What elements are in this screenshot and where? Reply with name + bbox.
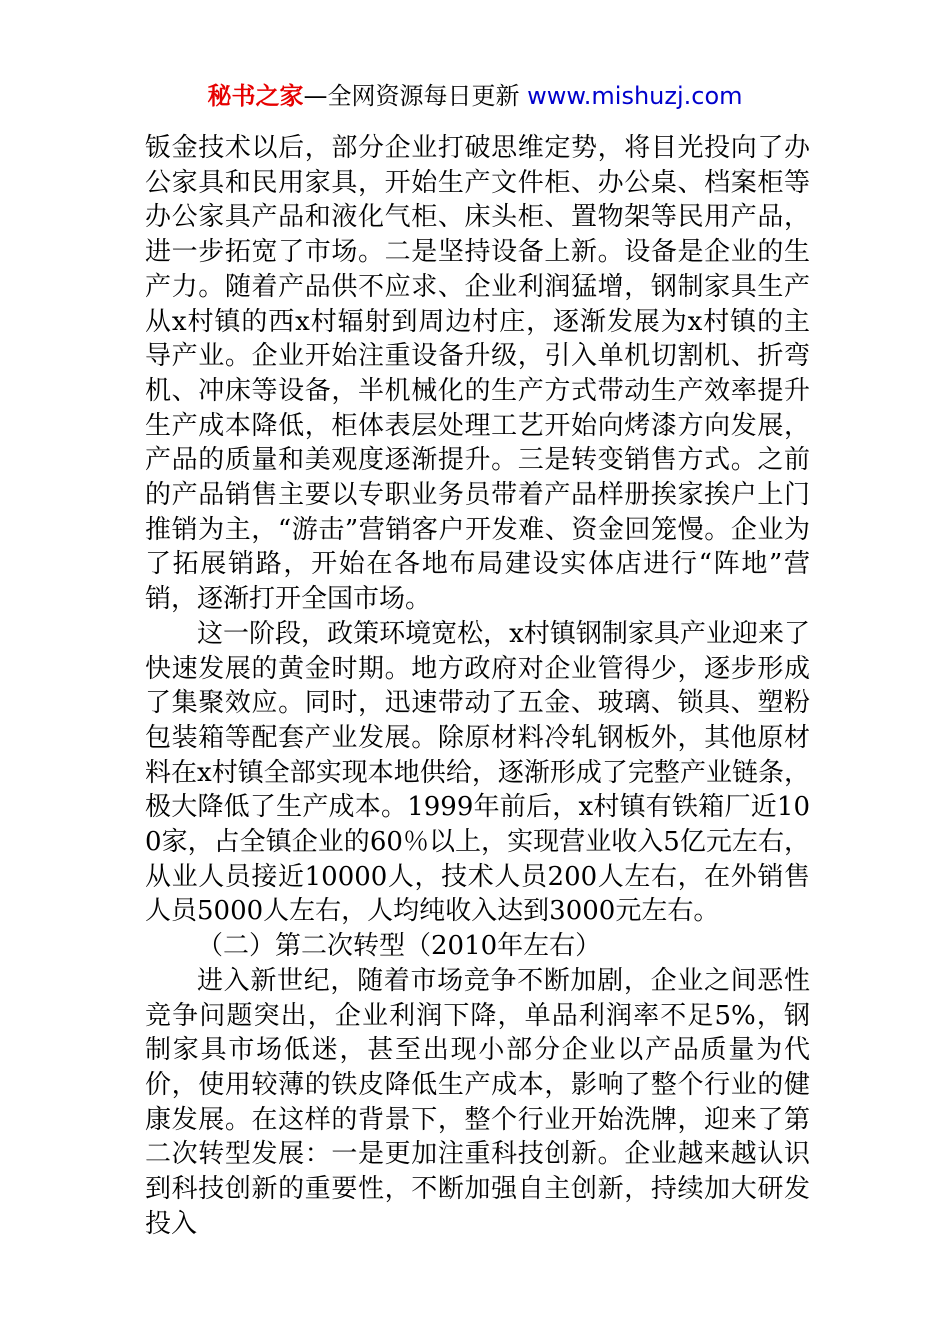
site-url: www.mishuzj.com (527, 82, 743, 110)
site-brand: 秘书之家 (207, 82, 304, 110)
paragraph-phase-summary: 这一阶段，政策环境宽松，x村镇钢制家具产业迎来了快速发展的黄金时期。地方政府对企业管得少，逐步形成了集聚效应。同时，迅速带动了五金、玻璃、锁具、塑粉包装箱等配套产业发展。除原材料冷轧钢板外，其他原材料在x村镇全部实现本地供给，逐渐形成了完整产业链条，极大降低了生产成本。1999年前后，x村镇有铁箱厂近100家，占全镇企业的60％以上，实现营业收入5亿元左右，从业人员接近10000人，技术人员200人左右，在外销售人员5000人左右，人均纯收入达到3000元左右。 (145, 618, 810, 927)
site-tagline: —全网资源每日更新 (303, 82, 520, 110)
paragraph-second-transition: 进入新世纪，随着市场竞争不断加剧，企业之间恶性竞争问题突出，企业利润下降，单品利润率不足5%，钢制家具市场低迷，甚至出现小部分企业以产品质量为代价，使用较薄的铁皮降低生产成本，影响了整个行业的健康发展。在这样的背景下，整个行业开始洗牌，迎来了第二次转型发展：一是更加注重科技创新。企业越来越认识到科技创新的重要性，不断加强自主创新，持续加大研发投入 (145, 965, 810, 1239)
section-heading: （二）第二次转型（2010年左右） (197, 931, 602, 962)
site-header (0, 80, 950, 112)
paragraph-continued: 钣金技术以后，部分企业打破思维定势，将目光投向了办公家具和民用家具，开始生产文件柜、办公桌、档案柜等办公家具产品和液化气柜、床头柜、置物架等民用产品，进一步拓宽了市场。二是坚持设备上新。设备是企业的生产力。随着产品供不应求、企业利润猛增，钢制家具生产从x村镇的西x村辐射到周边村庄，逐渐发展为x村镇的主导产业。企业开始注重设备升级，引入单机切割机、折弯机、冲床等设备，半机械化的生产方式带动生产效率提升生产成本降低，柜体表层处理工艺开始向烤漆方向发展，产品的质量和美观度逐渐提升。三是转变销售方式。之前的产品销售主要以专职业务员带着产品样册挨家挨户上门推销为主，“游击”营销客户开发难、资金回笼慢。企业为了拓展销路，开始在各地布局建设实体店进行“阵地”营销，逐渐打开全国市场。 (145, 133, 810, 615)
document-body (145, 131, 810, 1242)
